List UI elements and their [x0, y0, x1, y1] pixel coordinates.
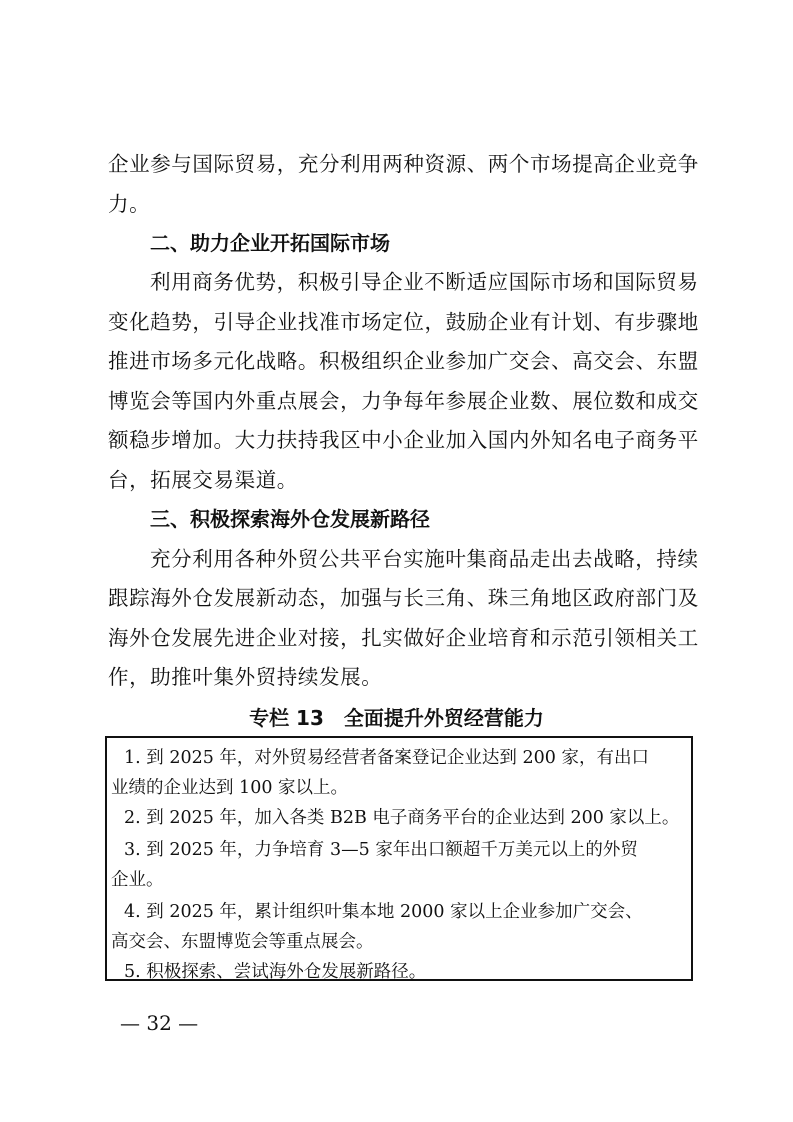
- paragraph-line: 变化趋势，引导企业找准市场定位，鼓励企业有计划、有步骤地: [108, 310, 699, 334]
- paragraph-line: 额稳步增加。大力扶持我区中小企业加入国内外知名电子商务平: [108, 428, 699, 452]
- paragraph-line: 博览会等国内外重点展会，力争每年参展企业数、展位数和成交: [108, 389, 699, 413]
- paragraph-line: 充分利用各种外贸公共平台实施叶集商品走出去战略，持续: [150, 547, 699, 571]
- paragraph-line: 台，拓展交易渠道。: [108, 468, 298, 492]
- section-heading-3: 三、积极探索海外仓发展新路径: [150, 507, 430, 531]
- box-item-4-cont: 高交会、东盟博览会等重点展会。: [111, 932, 374, 952]
- box-item-3: 3. 到 2025 年，力争培育 3—5 家年出口额超千万美元以上的外贸: [124, 840, 638, 860]
- paragraph-line: 作，助推叶集外贸持续发展。: [108, 665, 383, 689]
- section-heading-2: 二、助力企业开拓国际市场: [150, 231, 390, 255]
- page-number: — 32 —: [120, 1011, 199, 1035]
- box-item-3-cont: 企业。: [111, 870, 164, 890]
- box-title: 专栏 13 全面提升外贸经营能力: [249, 706, 544, 730]
- paragraph-line: 推进市场多元化战略。积极组织企业参加广交会、高交会、东盟: [108, 349, 699, 373]
- paragraph-line: 海外仓发展先进企业对接，扎实做好企业培育和示范引领相关工: [108, 626, 699, 650]
- paragraph-line: 利用商务优势，积极引导企业不断适应国际市场和国际贸易: [150, 270, 699, 294]
- box-item-5: 5. 积极探索、尝试海外仓发展新路径。: [124, 962, 427, 982]
- box-item-1-cont: 业绩的企业达到 100 家以上。: [111, 778, 349, 798]
- paragraph-line: 企业参与国际贸易，充分利用两种资源、两个市场提高企业竞争: [108, 152, 699, 176]
- box-item-4: 4. 到 2025 年，累计组织叶集本地 2000 家以上企业参加广交会、: [124, 902, 643, 922]
- box-item-2: 2. 到 2025 年，加入各类 B2B 电子商务平台的企业达到 200 家以上。: [124, 808, 680, 828]
- paragraph-line: 跟踪海外仓发展新动态，加强与长三角、珠三角地区政府部门及: [108, 586, 699, 610]
- paragraph-line: 力。: [108, 192, 151, 216]
- box-item-1: 1. 到 2025 年，对外贸易经营者备案登记企业达到 200 家，有出口: [124, 748, 649, 768]
